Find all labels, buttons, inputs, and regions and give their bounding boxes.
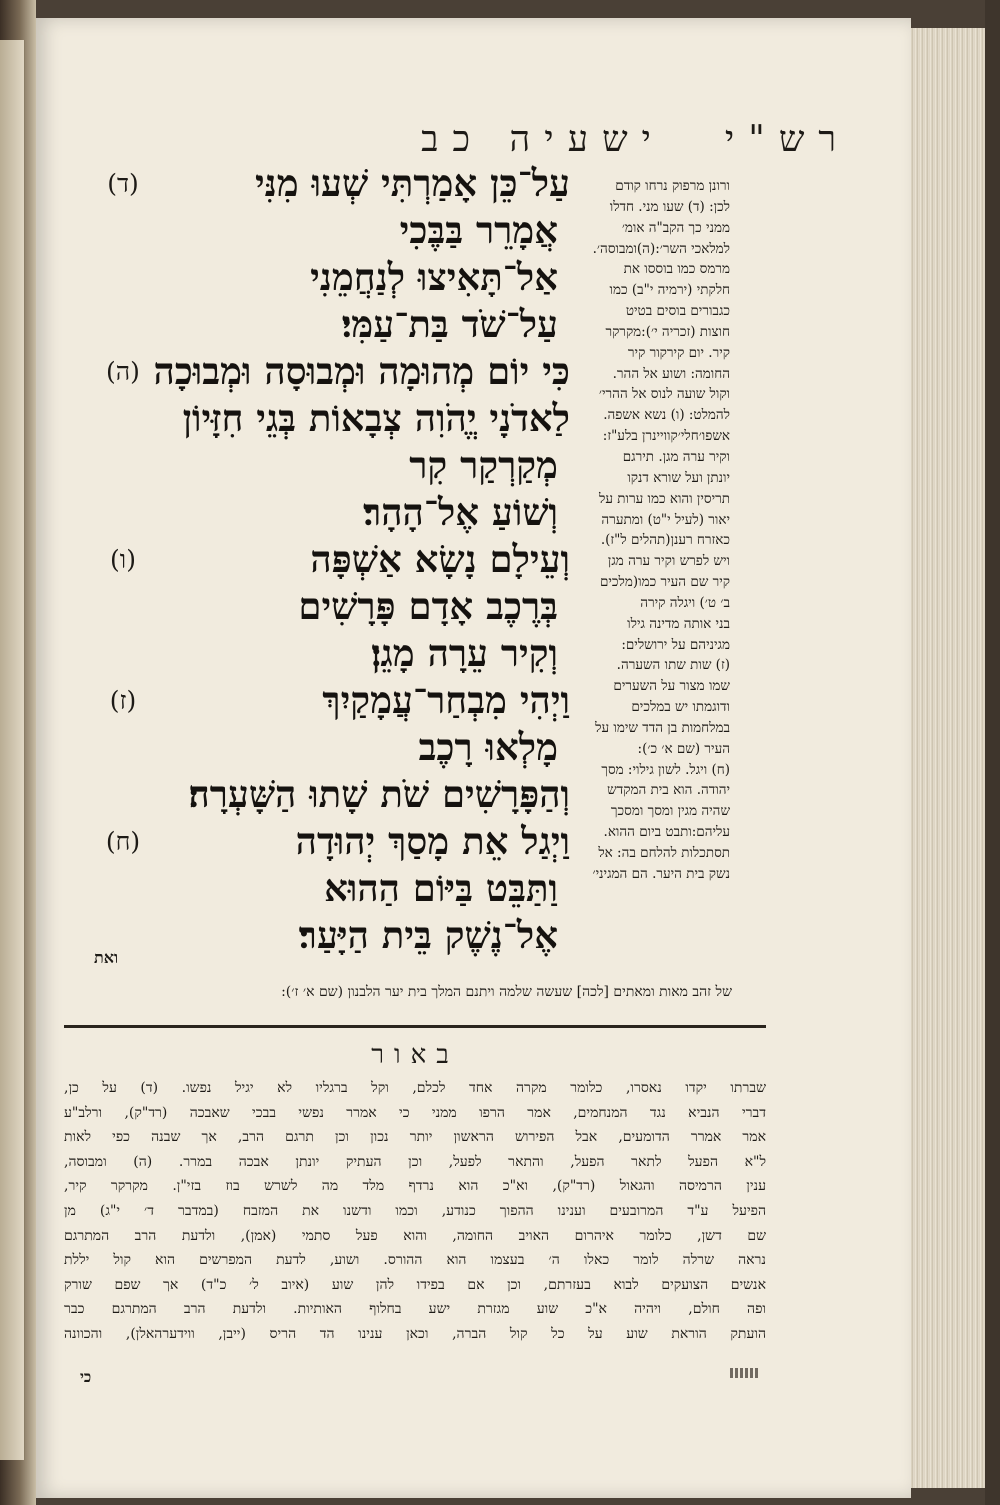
running-header-book: ישעיה כב (421, 119, 665, 160)
verse-line (94, 254, 570, 301)
rashi-line: יאור (לעיל י"ט) ומתערה (601, 511, 730, 528)
verse-line (94, 442, 570, 489)
verse-text: עַל־שֹׁד בַּת־עַמִּי׃ (341, 302, 558, 346)
rashi-line: וקול שועה לנוס אל ההרי׳ (598, 386, 730, 403)
signature-mark (730, 1368, 758, 1378)
verse-text: כִּי יוֹם מְהוּמָה וּמְבוּסָה וּמְבוּכָה (153, 349, 570, 393)
verse-number: (ח) (105, 826, 141, 856)
rashi-line: העיר (שם א׳ כ׳): (637, 740, 730, 757)
verse-number: (ז) (109, 685, 137, 715)
rashi-line: מגיניהם על ירושלים: (621, 636, 730, 653)
rashi-line: בני אותה מדינה גילו (627, 615, 730, 632)
verse-text: אֲמָרֵר בַּבֶּכִי (399, 208, 558, 252)
book-cover-edge (985, 0, 1000, 1505)
verse-text: וַתַּבֵּט בַּיּוֹם הַהוּא (324, 866, 558, 910)
verse-line (94, 912, 570, 959)
verse-column (94, 160, 570, 959)
rashi-line: קיר. יום קירקור קיר (627, 344, 730, 361)
verse-text: לַאדֹנָי יֱהֹוִה צְבָאוֹת בְּגֵי חִזָּיוֹן (182, 396, 570, 440)
biur-commentary (64, 1076, 766, 1347)
verse-line (94, 489, 570, 536)
running-header-commentary: רש"י (724, 119, 850, 160)
rashi-line: למלאכי השר׳:(ה)ומבוסה׳. (592, 240, 730, 257)
catchword-biur: כי (80, 1368, 92, 1386)
biur-line: הועתק הוראת שוע על כל קול הברה, וכאן ענינו הד הריס (ייבן, ווידערהאלן), והכוונה (64, 1325, 766, 1342)
rashi-line: לכן: (ד) שעו מני. חדלו (609, 198, 730, 215)
biur-line: שברתו יקדו נאסרו, כלומר מקרה אחד לכלם, וקל ברגליו לא יגיל נפשו. (ד) על כן, (64, 1080, 766, 1096)
rashi-line: שמו מצור על השערים (613, 678, 730, 695)
verse-line (94, 536, 570, 583)
rashi-line: שהיה מגין ומסך ומסכך (610, 803, 730, 820)
verse-number: (ו) (110, 544, 136, 574)
biur-line: דברי הנביא נגד המנחמים, אמר הרפו ממני כי אמרר נפשי בבכי שאבכה (רד"ק), ורלב"ע (64, 1104, 766, 1121)
rashi-line: ויש לפרש וקיר ערה מגן (607, 553, 730, 570)
verse-line (94, 724, 570, 771)
rashi-line: החומה: ושוע אל ההר. (612, 365, 730, 382)
rashi-line: קיר שם העיר כמו(מלכים (599, 574, 730, 591)
rashi-line: תריסין והוא כמו ערות על (599, 490, 730, 507)
verse-line (94, 395, 570, 442)
rashi-line: יונתן ועל שורא דנקו (627, 469, 730, 486)
rashi-line: ממני כך הקב"ה אומ׳ (621, 219, 730, 236)
catchword-verse: ואת (94, 948, 119, 967)
rashi-continuation-line: של זהב מאות ומאתים [לכה] שעשה שלמה ויתנם המלך בית יער הלבנון (שם א׳ ז׳): (281, 984, 732, 1000)
rashi-line: (ח) ויגל. לשון גילוי: מסך (601, 761, 730, 778)
rashi-line: כאזרח רענן(תהלים ל"ז). (600, 532, 730, 549)
verse-text: מְקַרְקַר קִר (409, 443, 558, 487)
biur-line: אנשים הצועקים לבוא בעזרתם, וכן אם בפידו להן שוע (איוב ל׳ כ"ד) אך שפם שורק (64, 1276, 766, 1293)
rashi-line: חוצות (זכריה י׳):מקרקר (605, 323, 730, 340)
biur-line: שם דשן, כלומר איהרום האויב החומה, והוא פעל סתמי (אמן), ולדעת הרב המתרגם (64, 1227, 766, 1244)
rashi-commentary-column (572, 176, 730, 885)
rashi-line: נשק בית היער. הם המגיני׳ (592, 865, 730, 882)
rashi-line: וקיר ערה מגן. תירגם (622, 448, 730, 465)
rashi-line: מרמס כמו בוססו את (623, 261, 730, 278)
verse-text: אַל־תָּאִיצוּ לְנַחֲמֵנִי (310, 255, 558, 299)
biur-line: נראה שרלה לומר כאלו ה׳ בעצמו הוא ההורס. ושוע, לדעת המפרשים הוא קול יללת (64, 1252, 766, 1269)
verse-number: (ד) (107, 168, 139, 198)
verse-text: אֶל־נֶשֶׁק בֵּית הַיָּעַר׃ (298, 913, 558, 957)
verse-line (94, 207, 570, 254)
biur-title: באור (371, 1040, 459, 1070)
verse-line (94, 771, 570, 818)
biur-line: הפיעל ע"ד המרובעים וענינו ההפוך כנודע, וכמו ודשנו את המזבח (במדבר ד׳ י"ג) מן (64, 1202, 766, 1219)
rashi-line: במלחמות בן הדד שימו על (595, 719, 730, 736)
rashi-line: כגבורים בוסים בטיט (625, 303, 730, 320)
biur-line: ענין הרמיסה והגאול (רד"ק), וא"כ הוא נרדף מלד מה לשרש בוז בזי"ן. מקרקר קיר, (64, 1178, 766, 1195)
verse-line (94, 818, 570, 865)
rashi-line: יהודה. הוא בית המקדש (607, 782, 730, 799)
verse-line (94, 348, 570, 395)
verse-text: וְעֵילָם נָשָׂא אַשְׁפָּה (310, 537, 570, 581)
verse-line (94, 630, 570, 677)
biur-line: אמר אמרר הדומעים, אבל הפירוש הראשון יותר נכון וכן תרגם הרב, אך שבנה כפי לאות (64, 1129, 766, 1146)
rashi-line: אשפו׳חלי׳קוויינרן בלע"ז: (602, 428, 730, 445)
rashi-line: עליהם:ותבט ביום ההוא. (603, 824, 730, 841)
rashi-line: חלקתי (ירמיה י"ב) כמו (609, 282, 730, 299)
verse-line (94, 865, 570, 912)
rashi-line: ורונן מרפוק נרחו קודם (615, 178, 730, 194)
section-divider (64, 1025, 766, 1028)
verse-text: מָלְאוּ רָכֶב (418, 725, 558, 769)
rashi-line: תסתכלות להלחם בה: אל (598, 845, 730, 861)
verse-text: וַיְגַל אֵת מָסַךְ יְהוּדָה (295, 819, 570, 863)
verse-line (94, 583, 570, 630)
verse-text: וְקִיר עֵרָה מָגֵן׃ (371, 631, 558, 675)
verse-text: עַל־כֵּן אָמַרְתִּי שְׁעוּ מִנִּי (255, 161, 570, 205)
rashi-line: להמלט: (ו) נשא אשפה. (603, 407, 730, 424)
verse-number: (ה) (106, 356, 140, 386)
biur-line: ל"א הפעל לתאר הפעל, והתאר לפעל, וכן העתיק יונתן אבכה במרר. (ה) ומבוסה, (64, 1153, 766, 1170)
verse-line (94, 677, 570, 724)
rashi-line: ודוגמתו יש במלכים (631, 699, 730, 716)
verse-line (94, 160, 570, 207)
verse-line (94, 301, 570, 348)
verse-text: וְשׁוֹעַ אֶל־הָהָר׃ (363, 490, 558, 534)
verse-text: וַיְהִי מִבְחַר־עֲמָקַיִךְ (322, 678, 570, 722)
biur-line: ופה חולם, ויהיה א"כ שוע מגזרת ישע בחלוף האותיות. ולדעת הרב המתרגם כבר (64, 1301, 766, 1318)
rashi-line: ב׳ ט׳) ויגלה קירה (640, 594, 730, 611)
verse-text: וְהַפָּרָשִׁים שֹׁת שָׁתוּ הַשָּׁעְרָה׃ (188, 772, 570, 816)
rashi-line: (ז) שות שתו השערה. (616, 657, 730, 674)
verse-text: בְּרֶכֶב אָדָם פָּרָשִׁים (298, 584, 558, 628)
previous-page-edge (0, 40, 25, 1460)
